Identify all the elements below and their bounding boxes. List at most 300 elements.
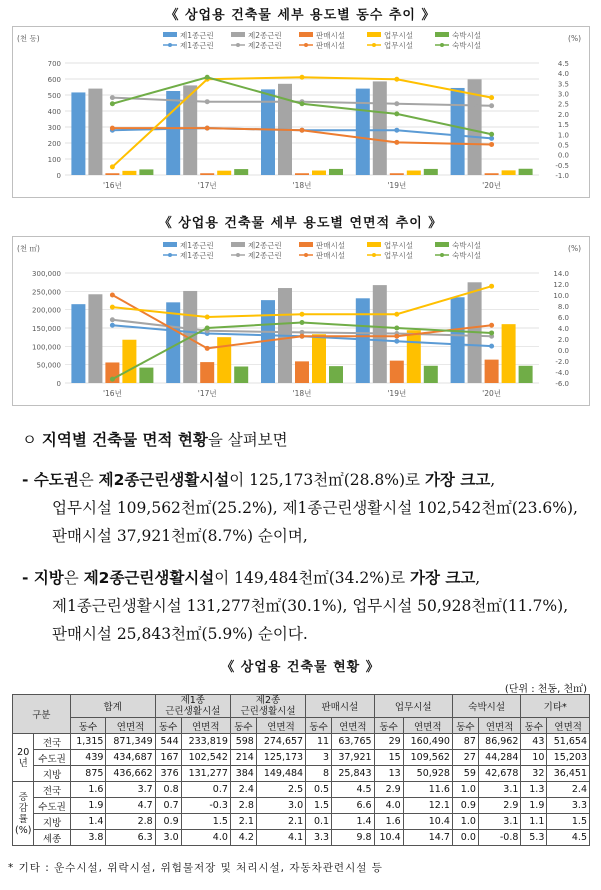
line-point xyxy=(110,377,115,382)
table-cell: 11.6 xyxy=(403,782,452,798)
legend-bar-label: 제2종근린 xyxy=(248,241,282,250)
table-cell: 1.9 xyxy=(521,798,547,814)
bar xyxy=(295,173,309,175)
table-cell: 43 xyxy=(521,734,547,750)
capital-line2: 업무시설 109,562천㎡(25.2%), 제1종근린생활시설 102,542천㎡(23.6%), xyxy=(52,499,578,517)
table-cell: 109,562 xyxy=(403,750,452,766)
local-top-value: 이 149,484천㎡(34.2%)로 xyxy=(214,569,410,587)
bar xyxy=(312,334,326,383)
subhead-count: 동수 xyxy=(374,718,403,734)
table-cell: 2.4 xyxy=(547,782,590,798)
line-point xyxy=(110,305,115,310)
chart1-box xyxy=(12,26,590,198)
table-cell: 4.2 xyxy=(230,830,256,846)
table-row xyxy=(13,798,590,814)
table-cell: 3.0 xyxy=(256,798,305,814)
line-point xyxy=(110,293,115,298)
local-largest: 가장 크고 xyxy=(409,569,476,587)
line-point xyxy=(110,164,115,169)
local-top-category: 제2종근린생활시설 xyxy=(83,569,215,587)
table-cell: 4.0 xyxy=(181,830,230,846)
table-cell: 1.5 xyxy=(547,814,590,830)
table-cell: 0.9 xyxy=(155,814,181,830)
line-point xyxy=(394,140,399,145)
bar xyxy=(502,324,516,383)
y-tick-label: 150,000 xyxy=(32,325,61,333)
y2-tick-label: 4.5 xyxy=(557,60,569,68)
bar xyxy=(485,360,499,383)
bar xyxy=(329,366,343,383)
y-tick-label: 200 xyxy=(47,140,61,148)
table-cell: 50,928 xyxy=(403,766,452,782)
table-cell: 10 xyxy=(521,750,547,766)
bar xyxy=(295,361,309,383)
bar xyxy=(451,88,465,175)
table-cell: 6.6 xyxy=(332,798,375,814)
table-cell: 4.7 xyxy=(106,798,155,814)
table-cell: 102,542 xyxy=(181,750,230,766)
subhead-count: 동수 xyxy=(155,718,181,734)
line-point xyxy=(110,95,115,100)
bar xyxy=(390,361,404,383)
table-cell: 63,765 xyxy=(332,734,375,750)
line-point xyxy=(300,101,305,106)
line-point xyxy=(394,339,399,344)
col-lodging: 숙박시설 xyxy=(452,695,520,718)
subhead-count: 동수 xyxy=(230,718,256,734)
header-group: 구분 xyxy=(13,695,71,734)
y-tick-label: 250,000 xyxy=(32,288,61,297)
table-cell: 44,284 xyxy=(478,750,521,766)
y2-tick-label: 8.0 xyxy=(557,303,569,311)
legend-bar-swatch xyxy=(367,242,381,247)
bar xyxy=(407,330,421,383)
col-other: 기타* xyxy=(521,695,590,718)
legend-bar-label: 판매시설 xyxy=(316,241,345,250)
table-row xyxy=(13,750,590,766)
legend-line-marker xyxy=(236,43,240,47)
legend-bar-label: 제1종근린 xyxy=(180,241,214,250)
legend-bar-label: 업무시설 xyxy=(384,31,413,40)
legend-line-marker xyxy=(440,253,444,257)
bar xyxy=(424,169,438,175)
line-point xyxy=(394,101,399,106)
legend-bar-swatch xyxy=(163,242,177,247)
table-cell: 0.1 xyxy=(306,814,332,830)
legend-bar-label: 숙박시설 xyxy=(452,241,481,250)
subhead-area: 연면적 xyxy=(547,718,590,734)
legend-line-marker xyxy=(168,253,172,257)
subhead-row xyxy=(13,718,590,734)
table-cell: 125,173 xyxy=(256,750,305,766)
table-cell: 32 xyxy=(521,766,547,782)
region-label: 지방 xyxy=(34,814,70,830)
table-cell: 0.9 xyxy=(452,798,478,814)
table-cell: 4.5 xyxy=(547,830,590,846)
local-line3: 판매시설 25,843천㎡(5.9%) 순이다. xyxy=(52,625,308,643)
line-point xyxy=(394,128,399,133)
capital-top-value: 이 125,173천㎡(28.8%)로 xyxy=(229,471,425,489)
table-cell: 3.8 xyxy=(70,830,106,846)
y2-tick-label: 4.0 xyxy=(557,325,569,333)
bar xyxy=(373,81,387,175)
y2-tick-label: -1.0 xyxy=(555,172,569,180)
bar xyxy=(122,171,136,175)
y2-tick-label: 12.0 xyxy=(553,281,569,289)
table-cell: 1.9 xyxy=(70,798,106,814)
table-cell: 167 xyxy=(155,750,181,766)
line-point xyxy=(300,320,305,325)
bar xyxy=(234,169,248,175)
table-cell: 214 xyxy=(230,750,256,766)
bar xyxy=(502,170,516,175)
table-cell: 5.3 xyxy=(521,830,547,846)
intro-bold: 지역별 건축물 면적 현황 xyxy=(41,431,208,449)
table-cell: 3.1 xyxy=(478,814,521,830)
table-cell: 3.7 xyxy=(106,782,155,798)
bullet-mark: ㅇ xyxy=(22,431,42,449)
region-label: 수도권 xyxy=(34,750,70,766)
table-cell: 15 xyxy=(374,750,403,766)
line-point xyxy=(300,312,305,317)
legend-bar-label: 업무시설 xyxy=(384,241,413,250)
chart2-box xyxy=(12,236,590,406)
table-cell: 2.1 xyxy=(256,814,305,830)
y2-tick-label: 14.0 xyxy=(553,270,569,278)
chart2-svg xyxy=(13,237,589,405)
subhead-area: 연면적 xyxy=(332,718,375,734)
bar xyxy=(139,169,153,175)
table-cell: 51,654 xyxy=(547,734,590,750)
subhead-area: 연면적 xyxy=(181,718,230,734)
legend-line-label: 제1종근린 xyxy=(180,41,214,50)
table-cell: 29 xyxy=(374,734,403,750)
y2-tick-label: 3.0 xyxy=(557,90,569,99)
col-office: 업무시설 xyxy=(374,695,452,718)
bar xyxy=(88,89,102,175)
row-group-label: 20년 xyxy=(13,734,34,782)
table-cell: 1.0 xyxy=(452,814,478,830)
table-cell: 27 xyxy=(452,750,478,766)
table-cell: 15,203 xyxy=(547,750,590,766)
table-cell: 376 xyxy=(155,766,181,782)
legend-line-label: 판매시설 xyxy=(316,251,345,260)
table-cell: 439 xyxy=(70,750,106,766)
table-cell: 1,315 xyxy=(70,734,106,750)
capital-comma: , xyxy=(490,471,496,489)
y-tick-label: 700 xyxy=(47,60,61,68)
y2-tick-label: 10.0 xyxy=(553,292,569,300)
table-cell: 3.3 xyxy=(547,798,590,814)
table-cell: 598 xyxy=(230,734,256,750)
table-cell: 2.4 xyxy=(230,782,256,798)
legend-bar-swatch xyxy=(435,32,449,37)
line-point xyxy=(489,142,494,147)
subhead-count: 동수 xyxy=(306,718,332,734)
bar xyxy=(71,304,85,383)
x-tick-label: '19년 xyxy=(387,389,407,398)
line-point xyxy=(300,334,305,339)
y2-tick-label: 6.0 xyxy=(557,314,569,322)
chart1-svg xyxy=(13,27,589,197)
legend-bar-swatch xyxy=(163,32,177,37)
bar xyxy=(407,171,421,175)
table-cell: 8 xyxy=(306,766,332,782)
line-point xyxy=(489,284,494,289)
y2-tick-label: 3.5 xyxy=(557,80,569,89)
table-title: 《 상업용 건축물 현황 》 xyxy=(221,660,380,675)
table-cell: 25,843 xyxy=(332,766,375,782)
table-cell: 86,962 xyxy=(478,734,521,750)
table-cell: 2.9 xyxy=(374,782,403,798)
local-line2: 제1종근린생활시설 131,277천㎡(30.1%), 업무시설 50,928천㎡(11.7%), xyxy=(52,597,569,615)
line-point xyxy=(110,101,115,106)
table-cell: 9.8 xyxy=(332,830,375,846)
col-total: 합계 xyxy=(70,695,155,718)
region-label: 지방 xyxy=(34,766,70,782)
y2-tick-label: 1.0 xyxy=(557,131,569,140)
y-tick-label: 400 xyxy=(47,108,61,116)
legend-bar-label: 판매시설 xyxy=(316,31,345,40)
right-unit-label: (%) xyxy=(568,34,581,43)
col-type1: 제1종 근린생활시설 xyxy=(155,695,230,718)
capital-largest: 가장 크고 xyxy=(424,471,491,489)
legend-bar-label: 제2종근린 xyxy=(248,31,282,40)
legend-line-label: 업무시설 xyxy=(384,41,413,50)
table-cell: 1.0 xyxy=(452,782,478,798)
line-point xyxy=(205,126,210,131)
line-point xyxy=(110,323,115,328)
local-comma: , xyxy=(475,569,481,587)
y2-tick-label: 0.0 xyxy=(557,151,569,160)
intro-rest: 을 살펴보면 xyxy=(207,431,288,449)
table-cell: 0.7 xyxy=(155,798,181,814)
line-point xyxy=(300,75,305,80)
y-tick-label: 100,000 xyxy=(32,343,61,352)
bar xyxy=(105,173,119,175)
local-particle: 은 xyxy=(63,569,84,587)
region-label: 전국 xyxy=(34,782,70,798)
legend-line-label: 제2종근린 xyxy=(248,251,282,260)
para-capital xyxy=(22,466,578,550)
table-cell: 1.6 xyxy=(374,814,403,830)
line-point xyxy=(205,315,210,320)
table-cell: 2.1 xyxy=(230,814,256,830)
subhead-count: 동수 xyxy=(521,718,547,734)
left-unit-label: (천 동) xyxy=(17,34,40,43)
table-cell: 6.3 xyxy=(106,830,155,846)
legend-bar-swatch xyxy=(367,32,381,37)
table-cell: 4.0 xyxy=(374,798,403,814)
line-point xyxy=(110,126,115,131)
x-tick-label: '16년 xyxy=(102,181,122,190)
row-group-label: 증감률(%) xyxy=(13,782,34,846)
table-cell: 544 xyxy=(155,734,181,750)
y2-tick-label: 1.5 xyxy=(557,121,569,130)
bar xyxy=(485,173,499,175)
x-tick-label: '18년 xyxy=(292,181,312,190)
y2-tick-label: 2.5 xyxy=(557,100,569,109)
region-label: 전국 xyxy=(34,734,70,750)
line-point xyxy=(394,334,399,339)
table-row xyxy=(13,782,590,798)
legend-bar-swatch xyxy=(299,242,313,247)
table-cell: 1.3 xyxy=(521,782,547,798)
bar xyxy=(122,340,136,383)
y2-tick-label: -4.0 xyxy=(555,369,569,377)
table-row xyxy=(13,734,590,750)
bar xyxy=(71,92,85,175)
table-cell: 131,277 xyxy=(181,766,230,782)
table-cell: -0.8 xyxy=(478,830,521,846)
x-tick-label: '18년 xyxy=(292,389,312,398)
legend-line-label: 업무시설 xyxy=(384,251,413,260)
subhead-count: 동수 xyxy=(452,718,478,734)
line-point xyxy=(205,75,210,80)
y-tick-label: 500 xyxy=(47,92,61,100)
capital-top-category: 제2종근린생활시설 xyxy=(98,471,230,489)
table-cell: 4.5 xyxy=(332,782,375,798)
table-cell: 2.5 xyxy=(256,782,305,798)
legend-line-label: 숙박시설 xyxy=(452,251,481,260)
line-point xyxy=(205,326,210,331)
table-cell: 3.1 xyxy=(478,782,521,798)
legend-bar-swatch xyxy=(231,242,245,247)
table-row xyxy=(13,814,590,830)
y-tick-label: 300 xyxy=(47,124,61,132)
table-cell: 1.4 xyxy=(70,814,106,830)
para-intro xyxy=(22,426,288,454)
table-cell: 2.9 xyxy=(478,798,521,814)
bar xyxy=(519,169,533,175)
legend-line-label: 판매시설 xyxy=(316,41,345,50)
table-cell: 2.8 xyxy=(230,798,256,814)
bar xyxy=(519,366,533,383)
bar xyxy=(217,171,231,175)
table-cell: 0.7 xyxy=(181,782,230,798)
table-cell: 1.6 xyxy=(70,782,106,798)
line-point xyxy=(489,103,494,108)
para-local xyxy=(22,564,568,648)
y2-tick-label: 2.0 xyxy=(557,110,569,119)
bar xyxy=(356,89,370,175)
table-cell: 13 xyxy=(374,766,403,782)
table-cell: 2.8 xyxy=(106,814,155,830)
bar xyxy=(166,91,180,175)
table-cell: 434,687 xyxy=(106,750,155,766)
bar xyxy=(217,337,231,383)
table-row xyxy=(13,830,590,846)
table-cell: 3.0 xyxy=(155,830,181,846)
line-point xyxy=(205,99,210,104)
table-unit: (단위 : 천동, 천㎡) xyxy=(504,684,587,695)
bar xyxy=(200,173,214,175)
table-cell: 875 xyxy=(70,766,106,782)
bar xyxy=(200,362,214,383)
table-cell: 384 xyxy=(230,766,256,782)
subhead-area: 연면적 xyxy=(403,718,452,734)
y2-tick-label: 0.5 xyxy=(557,141,569,150)
subhead-area: 연면적 xyxy=(478,718,521,734)
line-point xyxy=(489,330,494,335)
bar xyxy=(139,368,153,383)
legend-bar-label: 제1종근린 xyxy=(180,31,214,40)
subhead-count: 동수 xyxy=(70,718,106,734)
legend-line-marker xyxy=(304,253,308,257)
legend-line-marker xyxy=(236,253,240,257)
y-tick-label: 0 xyxy=(56,172,61,180)
line-point xyxy=(489,95,494,100)
y-tick-label: 300,000 xyxy=(32,270,61,278)
x-tick-label: '19년 xyxy=(387,181,407,190)
footnote: * 기타 : 운수시설, 위락시설, 위험물저장 및 처리시설, 자동차관련시설 등 xyxy=(8,862,383,874)
x-tick-label: '16년 xyxy=(102,389,122,398)
table-cell: 3.3 xyxy=(306,830,332,846)
legend-bar-swatch xyxy=(299,32,313,37)
line-point xyxy=(489,344,494,349)
local-label: - 지방 xyxy=(22,569,64,587)
col-type2: 제2종 근린생활시설 xyxy=(230,695,305,718)
legend-line-label: 숙박시설 xyxy=(452,41,481,50)
bar xyxy=(424,366,438,383)
y2-tick-label: -0.5 xyxy=(555,161,569,170)
col-retail: 판매시설 xyxy=(306,695,374,718)
region-label: 수도권 xyxy=(34,798,70,814)
table-body xyxy=(13,734,590,846)
y-tick-label: 0 xyxy=(56,380,61,388)
capital-particle: 은 xyxy=(78,471,99,489)
x-tick-label: '20년 xyxy=(482,389,502,398)
bar xyxy=(390,173,404,175)
line-point xyxy=(489,323,494,328)
table-cell: 87 xyxy=(452,734,478,750)
table-cell: 3 xyxy=(306,750,332,766)
line-point xyxy=(394,312,399,317)
line-point xyxy=(394,77,399,82)
table-cell: 1.1 xyxy=(521,814,547,830)
table-cell: 10.4 xyxy=(403,814,452,830)
table-cell: 1.5 xyxy=(306,798,332,814)
x-tick-label: '17년 xyxy=(197,181,217,190)
left-unit-label: (천 ㎡) xyxy=(17,244,40,253)
line-point xyxy=(394,326,399,331)
table-cell: 4.1 xyxy=(256,830,305,846)
table-cell: 10.4 xyxy=(374,830,403,846)
table-cell: 0.8 xyxy=(155,782,181,798)
y2-tick-label: 2.0 xyxy=(557,336,569,344)
line-point xyxy=(110,317,115,322)
table-row xyxy=(13,766,590,782)
table-cell: 59 xyxy=(452,766,478,782)
legend-line-label: 제2종근린 xyxy=(248,41,282,50)
table-cell: 1.5 xyxy=(181,814,230,830)
x-tick-label: '17년 xyxy=(197,389,217,398)
legend-line-marker xyxy=(440,43,444,47)
y2-tick-label: 0.0 xyxy=(557,347,569,355)
legend-line-marker xyxy=(168,43,172,47)
y2-tick-label: -6.0 xyxy=(555,380,569,388)
y2-tick-label: -2.0 xyxy=(555,358,569,366)
y-tick-label: 100 xyxy=(47,156,61,164)
chart2-title: 《 상업용 건축물 세부 용도별 연면적 추이 》 xyxy=(158,216,443,231)
line-point xyxy=(489,132,494,137)
bar xyxy=(312,171,326,175)
table-cell: 14.7 xyxy=(403,830,452,846)
legend-line-marker xyxy=(372,43,376,47)
table-cell: 42,678 xyxy=(478,766,521,782)
legend-line-label: 제1종근린 xyxy=(180,251,214,260)
table-cell: 233,819 xyxy=(181,734,230,750)
